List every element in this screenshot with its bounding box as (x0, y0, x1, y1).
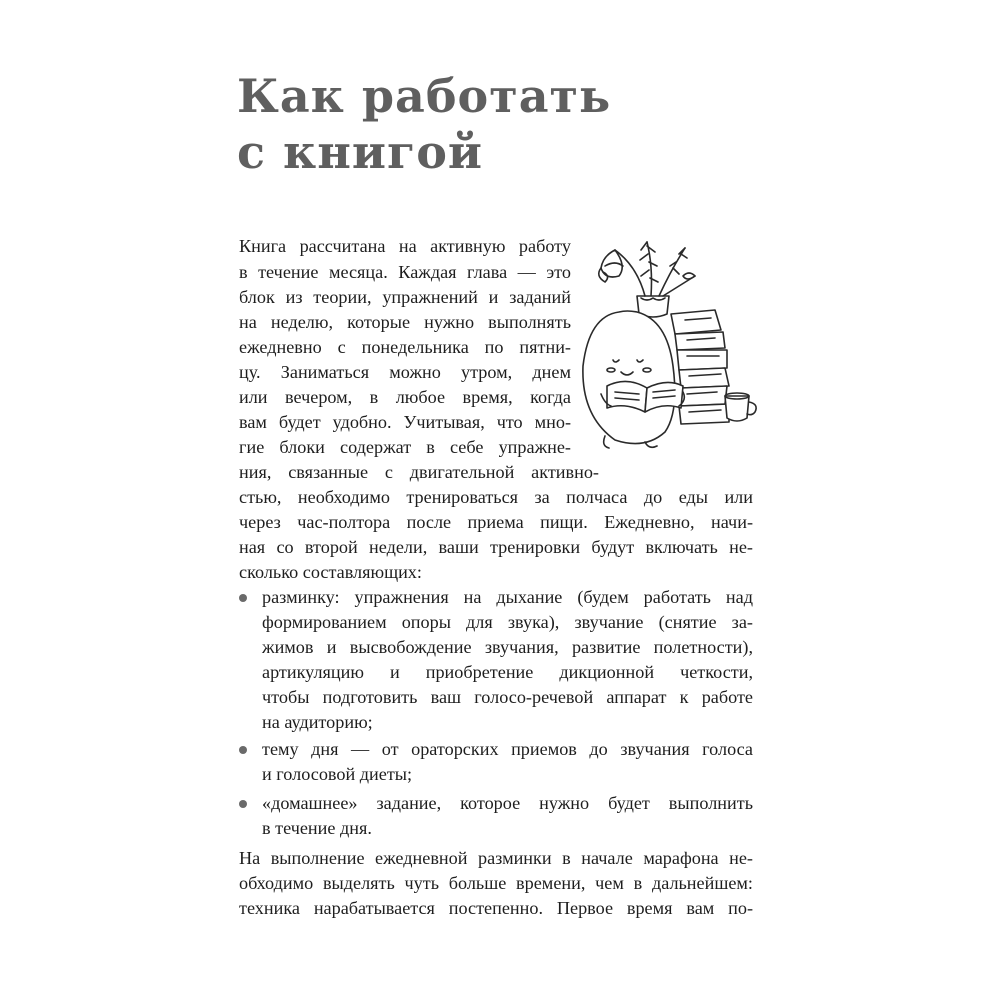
paragraph-line: стью, необходимо тренироваться за полчаса до еды или (239, 487, 753, 507)
paragraph-line: вам будет удобно. Учитывая, что мно- (239, 412, 571, 432)
paragraph-line: Книга рассчитана на активную работу (239, 236, 571, 256)
paragraph-line: через час-полтора после приема пищи. Ежедневно, начи- (239, 512, 753, 532)
plant-vase-icon (599, 242, 695, 317)
list-item-line: на аудиторию; (262, 712, 373, 732)
list-item-line: «домашнее» задание, которое нужно будет выполнить (262, 793, 753, 813)
list-item-line: и голосовой диеты; (262, 764, 413, 784)
list-item-line: жимов и высвобождение звучания, развитие полетности), (262, 637, 753, 657)
list-item-line: в течение дня. (262, 818, 372, 838)
paragraph-line: гие блоки содержат в себе упражне- (239, 437, 571, 457)
list-item-line: чтобы подготовить ваш голосо-речевой аппарат к работе (262, 687, 753, 707)
cup-icon (725, 393, 756, 421)
egg-character-icon (583, 311, 675, 448)
list-item-line: разминку: упражнения на дыхание (будем работать над (262, 587, 753, 607)
paragraph-line: сколько составляющих: (239, 562, 422, 582)
bullet-marker (239, 746, 247, 754)
title-line-1: Как работать (237, 69, 612, 123)
bullet-marker (239, 800, 247, 808)
paragraph-line: или вечером, в любое время, когда (239, 387, 571, 407)
paragraph-line: ежедневно с понедельника по пятни- (239, 337, 571, 357)
list-item-line: артикуляцию и приобретение дикционной четкости, (262, 662, 753, 682)
paragraph-line: обходимо выделять чуть больше времени, чем в дальнейшем: (239, 873, 753, 893)
page-title (237, 68, 757, 180)
list-item-line: тему дня — от ораторских приемов до звучания голоса (262, 739, 753, 759)
paragraph-line: ния, связанные с двигательной активно- (239, 462, 599, 482)
paragraph-line: На выполнение ежедневной разминки в начале марафона не- (239, 848, 753, 868)
paragraph-line: техника нарабатывается постепенно. Первое время вам по- (239, 898, 753, 918)
paragraph-line: цу. Заниматься можно утром, днем (239, 362, 571, 382)
paragraph-line: в течение месяца. Каждая глава — это (239, 262, 571, 282)
bullet-marker (239, 594, 247, 602)
list-item-line: формированием опоры для звука), звучание (снятие за- (262, 612, 753, 632)
paragraph-line: на неделю, которые нужно выполнять (239, 312, 571, 332)
paragraph-line: ная со второй недели, ваши тренировки будут включать не- (239, 537, 753, 557)
title-line-2: с книгой (237, 125, 484, 179)
reading-character-illustration (575, 236, 760, 456)
paragraph-line: блок из теории, упражнений и заданий (239, 287, 571, 307)
